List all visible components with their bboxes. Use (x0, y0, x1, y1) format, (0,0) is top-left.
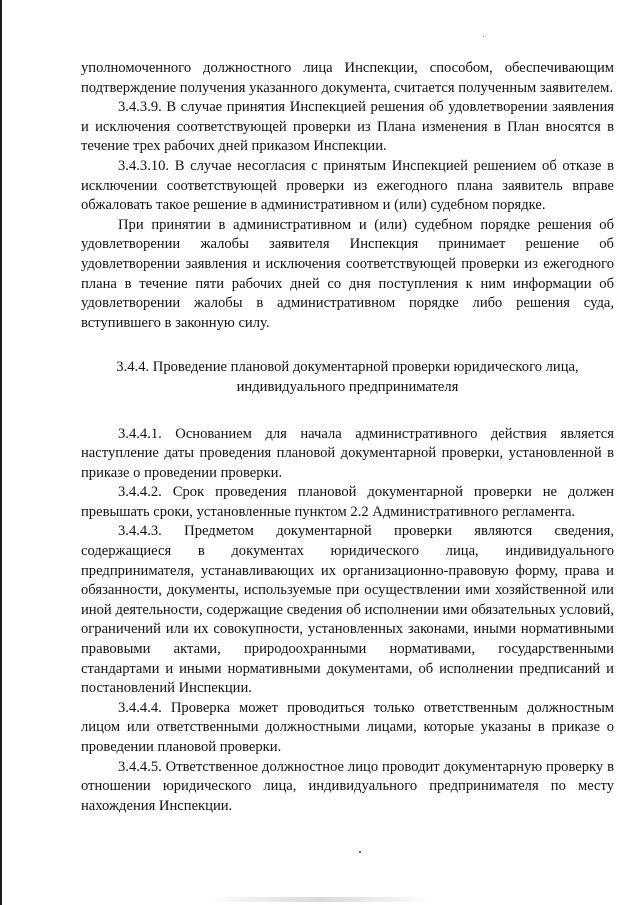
paragraph-3-4-4-2: 3.4.4.2. Срок проведения плановой документарной проверки не должен превышать сроки, установленные пунктом 2.2 Административного регламента. (81, 484, 614, 520)
paragraph-appeal-outcome: При принятии в административном и (или) судебном порядке решения об удовлетворении жалобы заявителя Инспекция принимает решение об удовлетворении заявления и исключения соответствующей проверки из ежегодного плана в течение пяти рабочих дней со дня поступления к ним информации об удовлетворении жалобы в административном порядке либо решения суда, вступившего в законную силу. (81, 216, 614, 331)
paragraph-continuation: уполномоченного должностного лица Инспекции, способом, обеспечивающим подтверждение получения указанного документа, считается полученным заявителем. (81, 60, 614, 96)
paragraph-3-4-3-9: 3.4.3.9. В случае принятия Инспекцией решения об удовлетворении заявления и исключения соответствующей проверки из Плана изменения в План вносятся в течение трех рабочих дней приказом Инспекции. (81, 99, 614, 155)
scan-speck (483, 36, 484, 37)
paragraph-3-4-4-3: 3.4.4.3. Предметом документарной проверки являются сведения, содержащиеся в документах юридического лица, индивидуального предпринимателя, устанавливающих их организационно-правовую форму, права и обязанности, документы, используемые при осуществлении ими хозяйственной или иной деятельности, содержащие сведения об исполнении ими обязательных условий, ограничений или их совокупности, установленных законами, иными нормативными правовыми актами, природоохранными нормативами, государственными стандартами и иными нормативными документами, об исполнении предписаний и постановлений Инспекции. (81, 523, 614, 697)
scan-dot (359, 851, 361, 853)
section-heading-3-4-4 (81, 358, 614, 397)
paragraph-3-4-4-4: 3.4.4.4. Проверка может проводиться только ответственным должностным лицом или ответственными должностными лицами, которые указаны в приказе о проведении плановой проверки. (81, 699, 614, 755)
paragraph-3-4-3-10: 3.4.3.10. В случае несогласия с принятым Инспекцией решением об отказе в исключении соответствующей проверки из ежегодного плана заявитель вправе обжаловать такое решение в административном и (или) судебном порядке. (81, 157, 614, 214)
paragraph-3-4-4-5: 3.4.4.5. Ответственное должностное лицо проводит документарную проверку в отношении юридического лица, индивидуального предпринимателя по месту нахождения Инспекции. (81, 758, 614, 814)
section-heading-line-2: индивидуального предпринимателя (236, 378, 459, 395)
scan-bottom-artifact (205, 897, 435, 902)
section-heading-line-1: 3.4.4. Проведение плановой документарной проверки юридического лица, (116, 359, 579, 376)
document-body (81, 59, 614, 816)
scan-left-edge (0, 0, 2, 905)
paragraph-3-4-4-1: 3.4.4.1. Основанием для начала административного действия является наступление даты проведения плановой документарной проверки, установленной в приказе о проведении проверки. (81, 425, 614, 481)
